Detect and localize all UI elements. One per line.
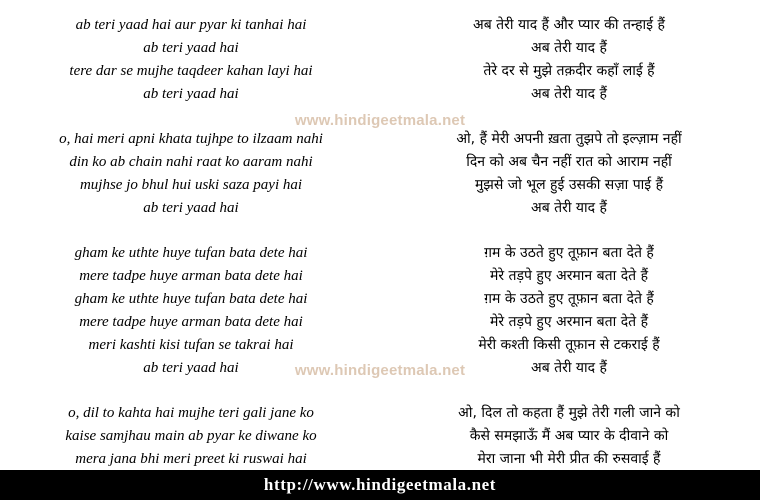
stanza-gap [388,380,750,402]
lyric-line: o, dil to kahta hai mujhe teri gali jane ko [68,405,314,421]
stanza-gap [10,380,372,402]
lyric-line: ओ, हैं मेरी अपनी ख़ता तुझपे तो इल्ज़ाम नहीं [456,131,682,147]
footer-bar [0,470,760,500]
lyric-line: mere tadpe huye arman bata dete hai [79,314,303,330]
lyric-line: मेरे तड़पे हुए अरमान बता देते हैं [489,268,649,284]
devanagari-stanza-1 [388,14,750,106]
lyric-line: ab teri yaad hai [143,360,239,376]
lyric-line: मेरा जाना भी मेरी प्रीत की रुसवाई हैं [477,451,661,467]
lyric-line: तेरे दर से मुझे तक़दीर कहाँ लाई हैं [483,63,655,79]
lyric-line: tere dar se mujhe taqdeer kahan layi hai [69,63,313,79]
lyric-line: ग़म के उठते हुए तूफ़ान बता देते हैं [484,291,654,307]
roman-lyrics-column [0,0,380,470]
lyric-line: gham ke uthte huye tufan bata dete hai [74,245,308,261]
lyric-line: kaise samjhau main ab pyar ke diwane ko [65,428,317,444]
lyric-line: ग़म के उठते हुए तूफ़ान बता देते हैं [484,245,654,261]
stanza-gap [388,106,750,128]
stanza-gap [10,106,372,128]
lyric-line: मुझसे जो भूल हुई उसकी सज़ा पाई हैं [474,177,664,193]
lyric-line: gham ke uthte huye tufan bata dete hai [74,291,308,307]
watermark-bottom: www.hindigeetmala.net [294,362,466,379]
devanagari-stanza-2 [388,128,750,220]
lyric-line: din ko ab chain nahi raat ko aaram nahi [69,154,313,170]
roman-stanza-3 [10,242,372,380]
watermark-top: www.hindigeetmala.net [294,112,466,129]
lyric-line: ab teri yaad hai [143,86,239,102]
lyric-line: mujhse jo bhul hui uski saza payi hai [79,177,303,193]
lyric-line: मेरे तड़पे हुए अरमान बता देते हैं [489,314,649,330]
lyric-line: अब तेरी याद हैं [531,86,607,102]
lyric-line: अब तेरी याद हैं [531,200,607,216]
lyric-line: अब तेरी याद हैं [531,40,607,56]
lyric-line: mera jana bhi meri preet ki ruswai hai [75,451,307,467]
lyric-line: ab teri yaad hai [143,200,239,216]
stanza-gap [10,220,372,242]
stanza-gap [388,220,750,242]
roman-stanza-1 [10,14,372,106]
lyric-line: ओ, दिल तो कहता हैं मुझे तेरी गली जाने को [458,405,680,421]
lyric-line: o, hai meri apni khata tujhpe to ilzaam nahi [59,131,323,147]
lyric-line: अब तेरी याद हैं और प्यार की तन्हाई हैं [473,17,665,33]
footer-url: http://www.hindigeetmala.net [263,475,497,494]
lyric-line: मेरी कश्ती किसी तूफ़ान से टकराई हैं [478,337,660,353]
devanagari-lyrics-column [380,0,760,470]
lyric-line: meri kashti kisi tufan se takrai hai [88,337,294,353]
lyric-line: दिन को अब चैन नहीं रात को आराम नहीं [466,154,672,170]
lyric-line: कैसे समझाऊँ मैं अब प्यार के दीवाने को [469,428,669,444]
lyric-line: ab teri yaad hai aur pyar ki tanhai hai [75,17,307,33]
roman-stanza-2 [10,128,372,220]
lyric-line: ab teri yaad hai [143,40,239,56]
lyric-line: अब तेरी याद हैं [531,360,607,376]
devanagari-stanza-3 [388,242,750,380]
lyric-line: mere tadpe huye arman bata dete hai [79,268,303,284]
